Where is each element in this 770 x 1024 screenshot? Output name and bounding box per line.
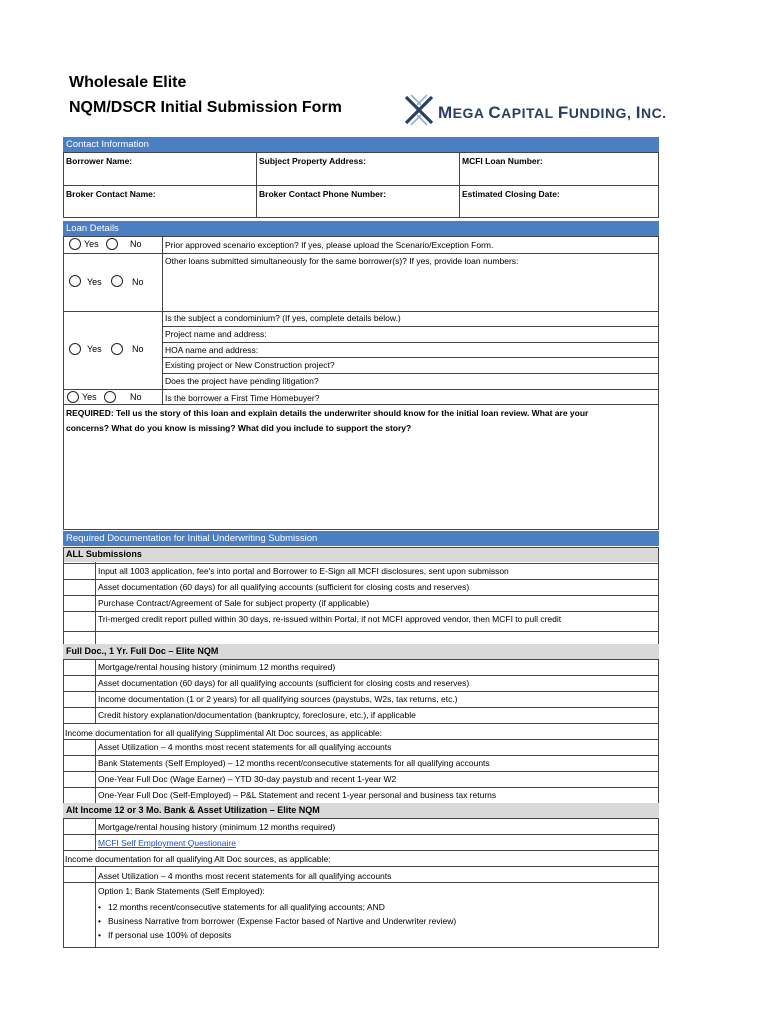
divider [63,755,659,756]
alt-income-header: Alt Income 12 or 3 Mo. Bank & Asset Utilization – Elite NQM [63,803,659,818]
q2-no-radio[interactable] [111,275,123,287]
form-title-line2: NQM/DSCR Initial Submission Form [69,99,342,116]
divider [162,326,659,327]
divider [95,562,96,644]
option1-label: Option 1: Bank Statements (Self Employed): [98,886,265,896]
divider [63,631,659,632]
full-alt-doc-item: One-Year Full Doc (Self-Employed) – P&L Statement and recent 1-year personal and business tax returns [98,790,497,800]
divider [162,342,659,343]
all-submission-item: Tri-merged credit report pulled within 30 days, re-issued within Portal, if not MCFI approved vendor, then MCFI to pull credit [98,614,562,624]
story-textarea[interactable] [64,438,658,528]
closing-date-field[interactable]: Estimated Closing Date: [462,189,560,199]
bullet-marker: • [98,902,101,912]
logo-text: MEGA CAPITAL FUNDING, INC. [438,103,667,122]
divider [63,404,659,405]
docs-section-header: Required Documentation for Initial Underwriting Submission [63,531,659,546]
divider [63,739,659,740]
q3-yes-radio[interactable] [69,343,81,355]
full-doc-item: Mortgage/rental housing history (minimum 12 months required) [98,662,336,672]
divider [95,866,96,948]
borrower-name-field[interactable]: Borrower Name: [66,156,133,166]
divider [63,834,659,835]
all-submission-item: Asset documentation (60 days) for all qualifying accounts (sufficient for closing costs and reserves) [98,582,470,592]
all-submission-item: Purchase Contract/Agreement of Sale for subject property (if applicable) [98,598,370,608]
divider [63,866,659,867]
divider [63,707,659,708]
full-doc-item: Income documentation (1 or 2 years) for all qualifying sources (paystubs, W2s, tax returns, etc.) [98,694,458,704]
divider [63,850,659,851]
all-submissions-header: ALL Submissions [63,547,659,562]
alt-housing-history: Mortgage/rental housing history (minimum 12 months required) [98,822,336,832]
q1-no-radio[interactable] [106,238,118,250]
loan-number-field[interactable]: MCFI Loan Number: [462,156,543,166]
full-income-note: Income documentation for all qualifying Supplimental Alt Doc sources, as applicable: [65,728,383,738]
divider [162,373,659,374]
loan-details-header: Loan Details [63,221,659,236]
divider [63,311,659,312]
divider [63,253,659,254]
divider [162,236,163,405]
divider [459,152,460,218]
q4-no-label: No [130,392,142,402]
q4-yes-label: Yes [82,392,97,402]
q3-no-radio[interactable] [111,343,123,355]
divider [63,691,659,692]
divider [63,882,659,883]
q3-hoa-name: HOA name and address: [165,345,259,355]
q3-litigation: Does the project have pending litigation? [165,376,319,386]
bullet-item: Business Narrative from borrower (Expense Factor based of Nartive and Underwriter review) [108,916,457,926]
q3-no-label: No [132,344,144,354]
broker-phone-field[interactable]: Broker Contact Phone Number: [259,189,387,199]
divider [63,563,659,564]
bullet-marker: • [98,930,101,940]
bullet-marker: • [98,916,101,926]
full-alt-doc-item: Bank Statements (Self Employed) – 12 months recent/consecutive statements for all qualifying accounts [98,758,490,768]
q4-text: Is the borrower a First Time Homebuyer? [165,393,320,403]
divider [63,595,659,596]
q2-no-label: No [132,277,144,287]
all-submission-item: Input all 1003 application, fee's into portal and Borrower to E-Sign all MCFI disclosures, sent upon submisson [98,566,509,576]
q1-yes-radio[interactable] [69,238,81,250]
bullet-item: If personal use 100% of deposits [108,930,232,940]
q4-yes-radio[interactable] [67,391,79,403]
contact-section-header: Contact Information [63,137,659,152]
full-doc-item: Asset documentation (60 days) for all qualifying accounts (sufficient for closing costs and reserves) [98,678,470,688]
divider [63,579,659,580]
divider [63,675,659,676]
q1-yes-label: Yes [84,239,99,249]
divider [63,787,659,788]
subject-address-field[interactable]: Subject Property Address: [259,156,366,166]
q1-no-label: No [130,239,142,249]
divider [162,357,659,358]
divider [95,818,96,850]
alt-income-note: Income documentation for all qualifying Alt Doc sources, as applicable: [65,854,331,864]
logo-icon [403,93,435,127]
divider [63,818,659,819]
q4-no-radio[interactable] [104,391,116,403]
divider [95,739,96,803]
form-title-line1: Wholesale Elite [69,74,187,91]
q3-project-name: Project name and address: [165,329,267,339]
story-required-line1: REQUIRED: Tell us the story of this loan and explain details the underwriter should know for the initial loan review. What are your [66,408,589,418]
divider [95,659,96,723]
self-employment-questionaire-link[interactable]: MCFI Self Employment Questionaire [98,838,236,848]
divider [63,611,659,612]
full-alt-doc-item: One-Year Full Doc (Wage Earner) – YTD 30-day paystub and recent 1-year W2 [98,774,397,784]
full-alt-doc-item: Asset Utilization – 4 months most recent statements for all qualifying accounts [98,742,392,752]
divider [63,389,659,390]
mega-capital-logo [403,93,667,127]
full-doc-header: Full Doc., 1 Yr. Full Doc – Elite NQM [63,644,659,659]
alt-asset-utilization: Asset Utilization – 4 months most recent statements for all qualifying accounts [98,871,392,881]
broker-name-field[interactable]: Broker Contact Name: [66,189,156,199]
story-required-line2: concerns? What do you know is missing? What did you include to support the story? [66,423,412,433]
q3-project-type: Existing project or New Construction project? [165,360,335,370]
q2-yes-label: Yes [87,277,102,287]
divider [256,152,257,218]
divider [63,659,659,660]
full-doc-item: Credit history explanation/documentation (bankruptcy, foreclosure, etc.), if applicable [98,710,416,720]
divider [63,723,659,724]
q3-yes-label: Yes [87,344,102,354]
q2-yes-radio[interactable] [69,275,81,287]
q2-text: Other loans submitted simultaneously for the same borrower(s)? If yes, provide loan numbers: [165,256,519,266]
divider [63,771,659,772]
q1-text: Prior approved scenario exception? If yes, please upload the Scenario/Exception Form. [165,240,494,250]
bullet-item: 12 months recent/consecutive statements for all qualifying accounts; AND [108,902,385,912]
q3-text: Is the subject a condominium? (If yes, complete details below.) [165,313,401,323]
divider [63,185,659,186]
